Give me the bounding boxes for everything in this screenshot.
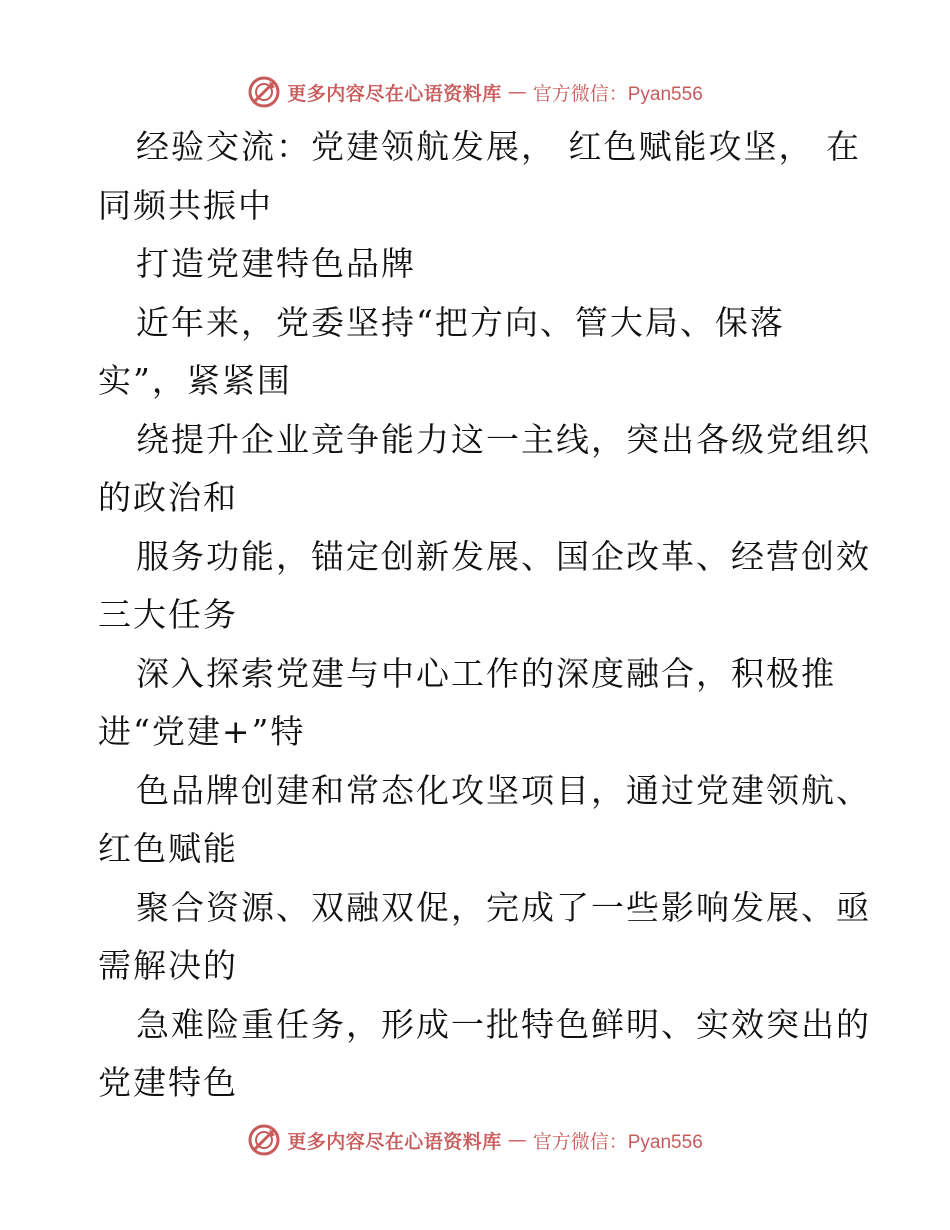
- text-line: 经验交流：党建领航发展， 红色赋能攻坚， 在: [136, 127, 861, 166]
- text-line: 实”，紧紧围: [98, 361, 292, 400]
- text-line: 的政治和: [98, 478, 238, 517]
- text-line: 绕提升企业竞争能力这一主线，突出各级党组织: [136, 419, 871, 459]
- text-line: 红色赋能: [98, 829, 238, 868]
- watermark-contact: 官方微信：Pyan556: [532, 1131, 703, 1153]
- watermark-separator: —: [507, 1129, 527, 1151]
- text-line: 服务功能，锚定创新发展、国企改革、经营创效: [136, 536, 871, 576]
- text-line: 同频共振中: [98, 185, 273, 225]
- text-line: 色品牌创建和常态化攻坚项目，通过党建领航、: [136, 770, 871, 810]
- watermark-text: 更多内容尽在心语资料库: [287, 1130, 502, 1153]
- text-line: 进“党建+”特: [98, 712, 306, 751]
- header-watermark: [0, 72, 950, 112]
- text-line: 党建特色: [98, 1063, 238, 1102]
- text-line: 三大任务: [98, 595, 238, 634]
- footer-watermark: [0, 1120, 950, 1160]
- watermark-contact: 官方微信：Pyan556: [532, 83, 703, 105]
- text-line: 近年来，党委坚持“把方向、管大局、保落: [136, 302, 785, 342]
- text-line: 深入探索党建与中心工作的深度融合，积极推: [136, 653, 836, 693]
- text-line: 聚合资源、双融双促，完成了一些影响发展、亟: [136, 887, 871, 927]
- watermark-text: 更多内容尽在心语资料库: [287, 82, 502, 105]
- brand-logo-icon: [247, 1123, 281, 1157]
- text-line: 急难险重任务，形成一批特色鲜明、实效突出的: [136, 1004, 871, 1044]
- text-line: 需解决的: [98, 946, 238, 985]
- watermark-separator: —: [507, 81, 527, 103]
- text-line: 打造党建特色品牌: [136, 244, 416, 283]
- document-body: [98, 118, 871, 1113]
- brand-logo-icon: [247, 75, 281, 109]
